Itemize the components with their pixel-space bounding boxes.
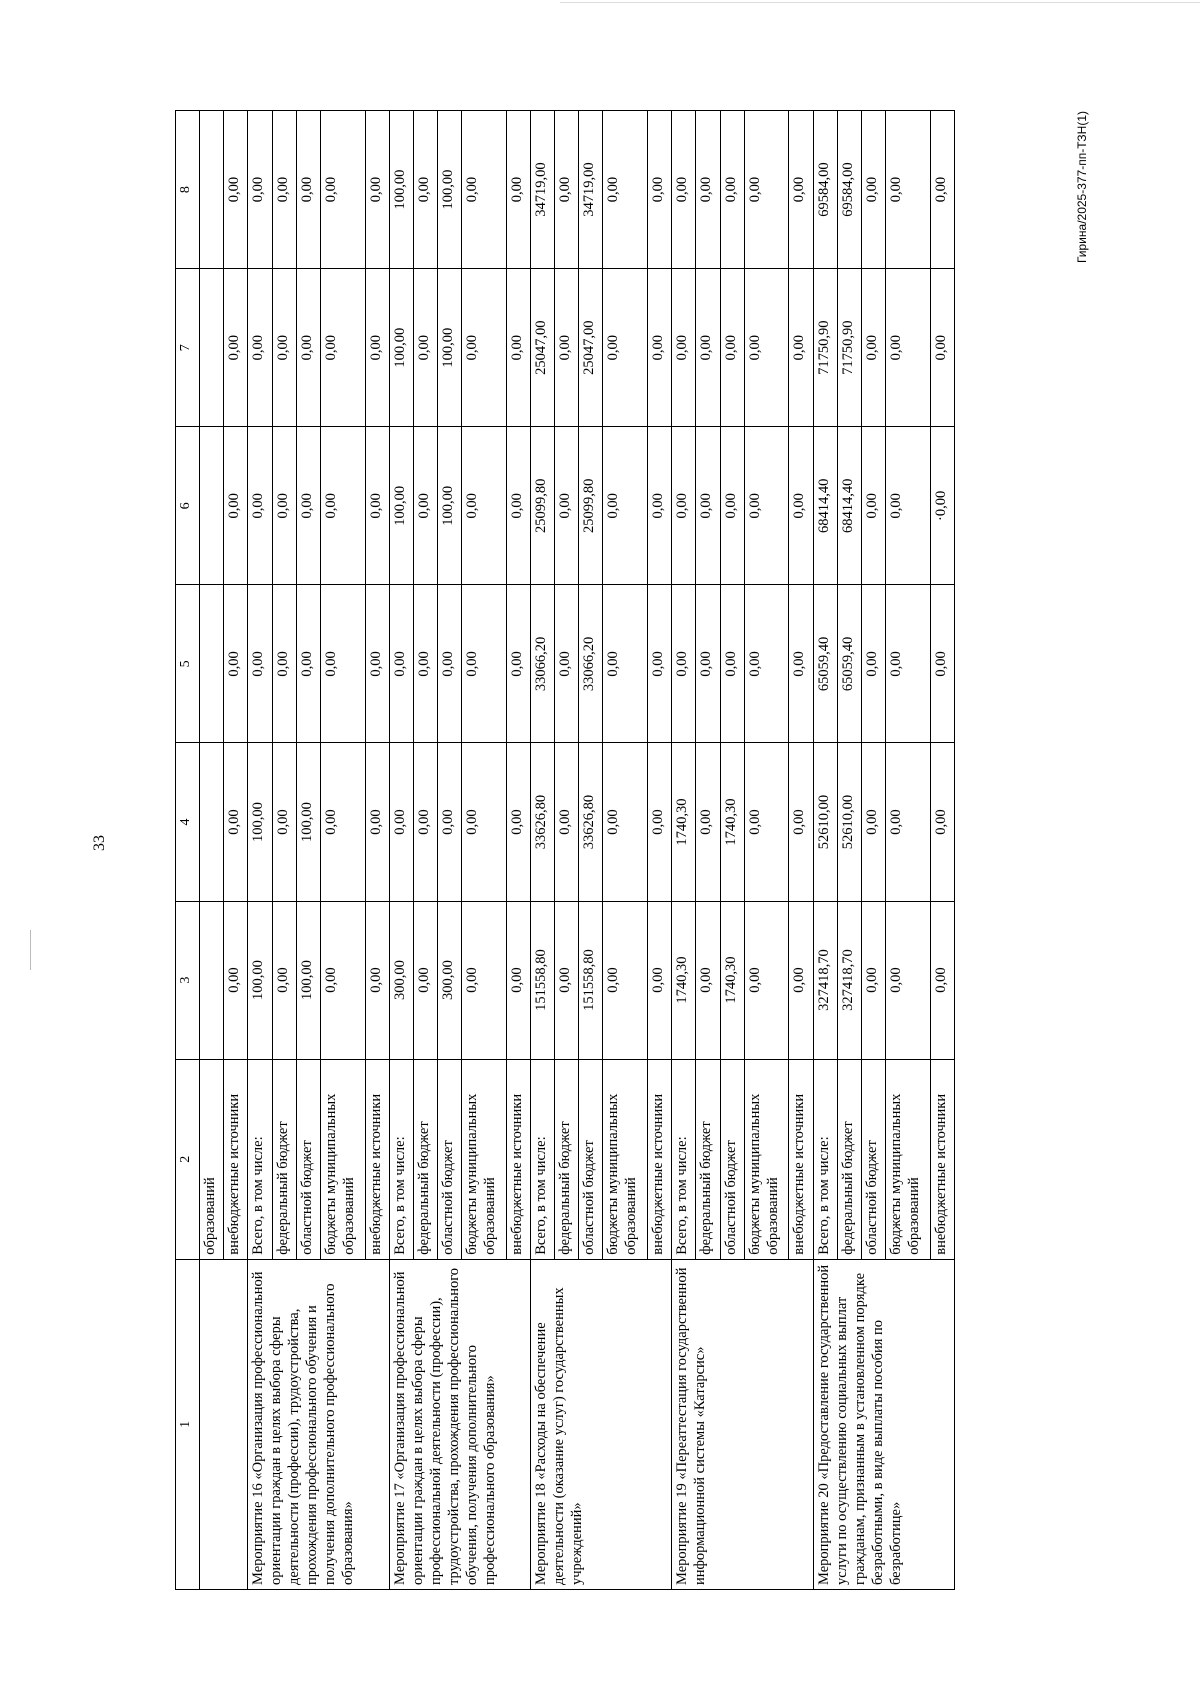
value-cell: 0,00 [365,111,389,269]
value-cell: 68414,40 [837,427,861,585]
value-cell: 0,00 [672,111,696,269]
value-cell: 33066,20 [579,585,603,743]
table-row [200,111,224,1590]
source-cell: Всего, в том числе: [813,1059,837,1259]
source-cell: внебюджетные источники [365,1059,389,1259]
source-cell: федеральный бюджет [837,1059,861,1259]
value-cell: 0,00 [720,427,744,585]
source-cell: федеральный бюджет [696,1059,720,1259]
value-cell: 0,00 [789,743,813,901]
value-cell: 25099,80 [530,427,554,585]
value-cell: 0,00 [365,269,389,427]
value-cell: 0,00 [555,743,579,901]
value-cell: 100,00 [389,269,413,427]
value-cell: 1740,30 [720,743,744,901]
value-cell: 0,00 [555,585,579,743]
value-cell: 0,00 [413,269,437,427]
value-cell: 100,00 [437,111,461,269]
value-cell: 0,00 [224,111,248,269]
value-cell: 0,00 [744,901,789,1059]
value-cell: 0,00 [930,111,954,269]
value-cell: 69584,00 [813,111,837,269]
value-cell: 52610,00 [837,743,861,901]
event-cell: Мероприятие 18 «Расходы на обеспечение деятельности (оказание услуг) государственных учреждений» [530,1259,671,1589]
column-header-2: 2 [176,1059,200,1259]
value-cell: 0,00 [648,585,672,743]
value-cell: 1740,30 [672,743,696,901]
table-row [672,111,696,1590]
source-cell: Всего, в том числе: [672,1059,696,1259]
value-cell: 0,00 [744,743,789,901]
value-cell: 0,00 [603,111,648,269]
value-cell: 34719,00 [579,111,603,269]
value-cell: 0,00 [365,743,389,901]
source-cell: бюджеты муниципальных образований [462,1059,507,1259]
event-cell: Мероприятие 19 «Переаттестация государственной информационной системы «Катарсис» [672,1259,813,1589]
value-cell: 0,00 [789,427,813,585]
column-header-5: 5 [176,585,200,743]
source-cell: внебюджетные источники [789,1059,813,1259]
value-cell: 69584,00 [837,111,861,269]
value-cell: 0,00 [696,585,720,743]
value-cell: 0,00 [672,269,696,427]
value-cell: 0,00 [296,269,320,427]
value-cell: 0,00 [462,269,507,427]
source-cell: Всего, в том числе: [389,1059,413,1259]
value-cell: 0,00 [672,427,696,585]
value-cell: 100,00 [389,427,413,585]
value-cell: 0,00 [744,111,789,269]
value-cell: 300,00 [389,901,413,1059]
value-cell: 0,00 [885,427,930,585]
value-cell: 100,00 [389,111,413,269]
value-cell: 0,00 [861,585,885,743]
value-cell [200,585,224,743]
value-cell: 0,00 [930,585,954,743]
value-cell: 0,00 [320,427,365,585]
source-cell: бюджеты муниципальных образований [885,1059,930,1259]
value-cell: 0,00 [248,427,272,585]
value-cell: 0,00 [789,111,813,269]
source-cell: федеральный бюджет [413,1059,437,1259]
value-cell: 0,00 [224,585,248,743]
value-cell: 0,00 [648,901,672,1059]
value-cell: 0,00 [506,901,530,1059]
value-cell: 0,00 [885,743,930,901]
value-cell: 0,00 [320,269,365,427]
value-cell: 300,00 [437,901,461,1059]
source-cell: областной бюджет [720,1059,744,1259]
value-cell: 0,00 [555,111,579,269]
source-cell: внебюджетные источники [648,1059,672,1259]
value-cell: 327418,70 [837,901,861,1059]
budget-table [175,110,955,1590]
value-cell: 0,00 [272,743,296,901]
value-cell: 0,00 [320,585,365,743]
value-cell: 151558,80 [530,901,554,1059]
source-cell: бюджеты муниципальных образований [320,1059,365,1259]
value-cell: 0,00 [462,111,507,269]
value-cell: 0,00 [296,111,320,269]
value-cell: 0,00 [296,585,320,743]
value-cell: 0,00 [272,585,296,743]
value-cell: 0,00 [930,269,954,427]
value-cell: 0,00 [696,427,720,585]
value-cell: 0,00 [506,743,530,901]
event-cell: Мероприятие 17 «Организация профессиональной ориентации граждан в целях выбора сферы профессиональной деятельности (профессии), трудоустройства, прохождения профессионального обучения, получения дополнительного профессионального образования» [389,1259,530,1589]
value-cell: 0,00 [789,269,813,427]
value-cell: 0,00 [437,743,461,901]
value-cell [200,427,224,585]
value-cell: 0,00 [720,111,744,269]
value-cell: 100,00 [296,743,320,901]
value-cell: 0,00 [272,427,296,585]
value-cell: 0,00 [462,585,507,743]
value-cell: 0,00 [603,269,648,427]
value-cell [200,901,224,1059]
value-cell: 100,00 [437,269,461,427]
value-cell: 0,00 [248,111,272,269]
value-cell: 0,00 [720,585,744,743]
value-cell: 0,00 [744,269,789,427]
table-row [248,111,272,1590]
header-row [176,111,200,1590]
source-cell: внебюджетные источники [930,1059,954,1259]
value-cell: 0,00 [555,901,579,1059]
event-cell-continued [200,1259,248,1589]
value-cell: 0,00 [413,427,437,585]
table-row [530,111,554,1590]
value-cell: 327418,70 [813,901,837,1059]
value-cell: 0,00 [365,585,389,743]
value-cell: 0,00 [224,269,248,427]
value-cell: 25099,80 [579,427,603,585]
value-cell: 25047,00 [530,269,554,427]
value-cell: 71750,90 [813,269,837,427]
value-cell: 52610,00 [813,743,837,901]
source-cell: образований [200,1059,224,1259]
value-cell: 100,00 [296,901,320,1059]
value-cell: 0,00 [672,585,696,743]
value-cell: 0,00 [413,743,437,901]
value-cell: 0,00 [861,743,885,901]
table-row [813,111,837,1590]
value-cell: 0,00 [696,111,720,269]
value-cell: 0,00 [296,427,320,585]
value-cell: 0,00 [861,269,885,427]
source-cell: областной бюджет [437,1059,461,1259]
column-header-8: 8 [176,111,200,269]
column-header-6: 6 [176,427,200,585]
value-cell: 0,00 [603,427,648,585]
value-cell: 100,00 [437,427,461,585]
source-cell: внебюджетные источники [224,1059,248,1259]
value-cell: 0,00 [389,743,413,901]
value-cell: 0,00 [861,427,885,585]
value-cell: 0,00 [648,269,672,427]
value-cell: 0,00 [603,743,648,901]
column-header-1: 1 [176,1259,200,1589]
value-cell: 0,00 [696,269,720,427]
value-cell: 0,00 [224,427,248,585]
value-cell: 0,00 [413,111,437,269]
value-cell: 33066,20 [530,585,554,743]
value-cell: 0,00 [224,901,248,1059]
value-cell: 0,00 [885,111,930,269]
value-cell: 151558,80 [579,901,603,1059]
value-cell: 0,00 [744,427,789,585]
value-cell: 0,00 [648,111,672,269]
value-cell [200,269,224,427]
value-cell: 0,00 [462,427,507,585]
column-header-7: 7 [176,269,200,427]
value-cell: 0,00 [272,901,296,1059]
value-cell: 25047,00 [579,269,603,427]
value-cell [200,743,224,901]
source-cell: бюджеты муниципальных образований [744,1059,789,1259]
source-cell: Всего, в том числе: [530,1059,554,1259]
value-cell: 0,00 [603,901,648,1059]
value-cell: 0,00 [744,585,789,743]
value-cell: 0,00 [861,901,885,1059]
value-cell: 0,00 [272,111,296,269]
source-cell: федеральный бюджет [555,1059,579,1259]
value-cell: 65059,40 [837,585,861,743]
value-cell: 0,00 [365,901,389,1059]
value-cell: 0,00 [320,743,365,901]
value-cell: 65059,40 [813,585,837,743]
table-body [176,111,955,1590]
value-cell: 0,00 [320,901,365,1059]
value-cell: 0,00 [648,427,672,585]
source-cell: областной бюджет [579,1059,603,1259]
value-cell: 0,00 [389,585,413,743]
value-cell: 1740,30 [672,901,696,1059]
value-cell: 0,00 [696,901,720,1059]
value-cell: 0,00 [720,269,744,427]
value-cell: 0,00 [506,427,530,585]
source-cell: областной бюджет [296,1059,320,1259]
value-cell: 68414,40 [813,427,837,585]
value-cell: 0,00 [320,111,365,269]
value-cell: 0,00 [555,427,579,585]
value-cell: 1740,30 [720,901,744,1059]
source-cell: Всего, в том числе: [248,1059,272,1259]
value-cell: 100,00 [248,743,272,901]
value-cell: 0,00 [224,743,248,901]
event-cell: Мероприятие 20 «Предоставление государственной услуги по осуществлению социальных выплат гражданам, признанным в установленном порядке безработными, в виде выплаты пособия по безработице» [813,1259,954,1589]
value-cell: 0,00 [789,585,813,743]
value-cell: 0,00 [462,743,507,901]
value-cell: 0,00 [506,269,530,427]
value-cell: 0,00 [930,901,954,1059]
value-cell: 0,00 [603,585,648,743]
value-cell: 0,00 [885,585,930,743]
value-cell: 33626,80 [530,743,554,901]
value-cell: 0,00 [696,743,720,901]
value-cell: 100,00 [248,901,272,1059]
value-cell: 0,00 [437,585,461,743]
value-cell: 0,00 [272,269,296,427]
rotated-table-container [175,110,955,1590]
value-cell: 33626,80 [579,743,603,901]
value-cell: 0,00 [555,269,579,427]
value-cell: 0,00 [648,743,672,901]
value-cell: 34719,00 [530,111,554,269]
value-cell: 0,00 [861,111,885,269]
source-cell: областной бюджет [861,1059,885,1259]
value-cell: 0,00 [462,901,507,1059]
value-cell: ·0,00 [930,427,954,585]
value-cell: 0,00 [248,269,272,427]
column-header-3: 3 [176,901,200,1059]
value-cell: 0,00 [506,585,530,743]
footer-code: Гирина/2025-377-пп-ТЗН(1) [1075,111,1089,264]
value-cell [200,111,224,269]
column-header-4: 4 [176,743,200,901]
value-cell: 0,00 [413,901,437,1059]
value-cell: 71750,90 [837,269,861,427]
value-cell: 0,00 [248,585,272,743]
value-cell: 0,00 [506,111,530,269]
value-cell: 0,00 [885,269,930,427]
source-cell: бюджеты муниципальных образований [603,1059,648,1259]
source-cell: внебюджетные источники [506,1059,530,1259]
event-cell: Мероприятие 16 «Организация профессиональной ориентации граждан в целях выбора сферы деятельности (профессии), трудоустройства, прохождения профессионального обучения и получения дополнительного профессионального образования» [248,1259,389,1589]
value-cell: 0,00 [930,743,954,901]
page-number: 33 [91,835,108,851]
value-cell: 0,00 [885,901,930,1059]
value-cell: 0,00 [789,901,813,1059]
table-row [389,111,413,1590]
source-cell: федеральный бюджет [272,1059,296,1259]
value-cell: 0,00 [413,585,437,743]
value-cell: 0,00 [365,427,389,585]
